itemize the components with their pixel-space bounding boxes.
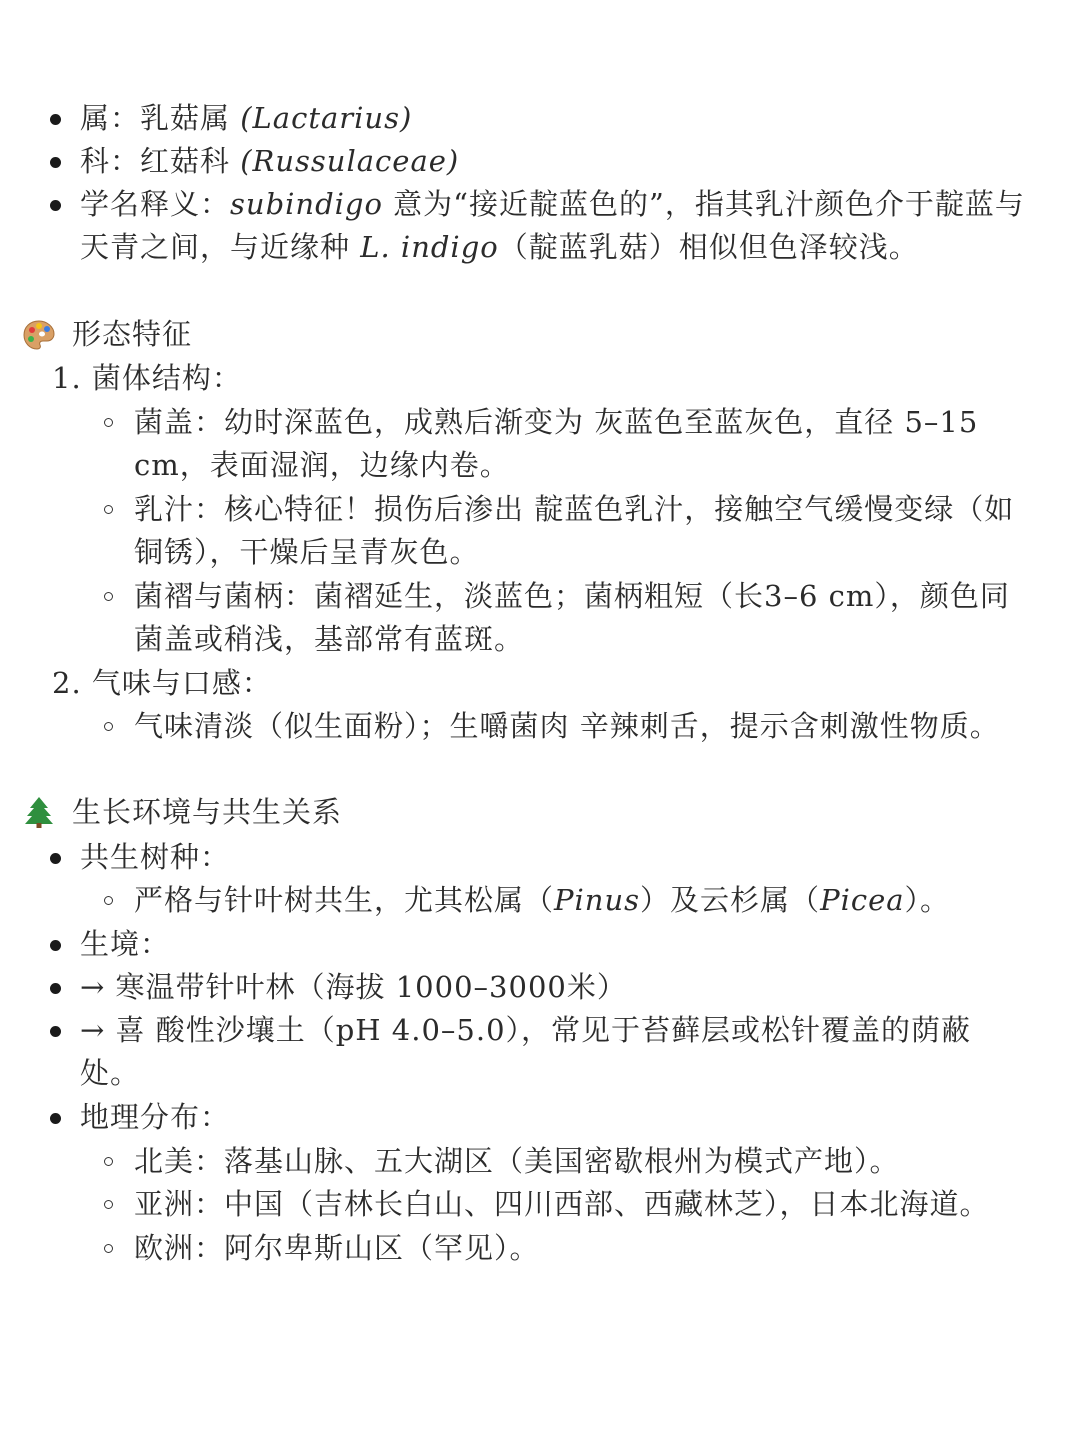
related-species-latin: L. indigo [360, 230, 499, 264]
bullet [50, 1113, 61, 1124]
symbiosis-text: ）及云杉属（ [640, 883, 821, 917]
sub-bullet [104, 1157, 113, 1166]
cap-line-1: 菌盖：幼时深蓝色，成熟后渐变为 灰蓝色至蓝灰色，直径 5–15 [134, 405, 979, 439]
symbiosis-line [134, 879, 950, 922]
bullet [50, 940, 61, 951]
geography-label: 地理分布： [80, 1100, 231, 1134]
environment-line-2: → 喜 酸性沙壤土（pH 4.0–5.0），常见于苔藓层或松针覆盖的荫蔽 [80, 1013, 972, 1047]
geo-north-america: 北美：落基山脉、五大湖区（美国密歇根州为模式产地）。 [134, 1144, 900, 1178]
environment-line-2-cont: 处。 [80, 1056, 141, 1090]
family-latin: (Russulaceae) [240, 144, 460, 178]
gill-line-1: 菌褶与菌柄：菌褶延生，淡蓝色；菌柄粗短（长3–6 cm），颜色同 [134, 579, 1010, 613]
family-line [80, 140, 459, 183]
latex-line-1: 乳汁：核心特征！损伤后渗出 靛蓝色乳汁，接触空气缓慢变绿（如 [134, 492, 1015, 526]
etymology-label: 学名释义： [80, 187, 231, 221]
etymology-text: （靛蓝乳菇）相似但色泽较浅。 [498, 230, 919, 264]
genus-label: 属：乳菇属 [80, 101, 241, 135]
etymology-line-1 [80, 183, 1025, 226]
symbiosis-text: 严格与针叶树共生，尤其松属（ [134, 883, 555, 917]
sub-bullet [104, 896, 113, 905]
cap-line-2: cm，表面湿润，边缘内卷。 [134, 448, 510, 482]
family-label: 科：红菇科 [80, 144, 241, 178]
symbiosis-label: 共生树种： [80, 840, 231, 874]
geo-asia: 亚洲：中国（吉林长白山、四川西部、西藏林芝），日本北海道。 [134, 1187, 990, 1221]
sub-bullet [104, 505, 113, 514]
sub-bullet [104, 722, 113, 731]
palette-icon [22, 318, 56, 352]
section-title-habitat: 生长环境与共生关系 [72, 795, 343, 829]
geo-europe: 欧洲：阿尔卑斯山区（罕见）。 [134, 1231, 540, 1265]
sub-bullet [104, 1200, 113, 1209]
genus-line [80, 97, 412, 140]
etymology-text: 天青之间，与近缘种 [80, 230, 361, 264]
etymology-line-2 [80, 226, 919, 269]
genus-latin: (Lactarius) [240, 101, 413, 135]
smell-line: 气味清淡（似生面粉）；生嚼菌肉 辛辣刺舌，提示含刺激性物质。 [134, 709, 1000, 743]
morph-item-2-label: 2. 气味与口感： [52, 666, 272, 700]
sub-bullet [104, 592, 113, 601]
environment-label: 生境： [80, 927, 171, 961]
bullet [50, 853, 61, 864]
tree-icon [22, 795, 56, 829]
bullet [50, 200, 61, 211]
bullet [50, 983, 61, 994]
gill-line-2: 菌盖或稍浅，基部常有蓝斑。 [134, 622, 525, 656]
morph-item-1-label: 1. 菌体结构： [52, 361, 242, 395]
latex-line-2: 铜锈），干燥后呈青灰色。 [134, 535, 480, 569]
etymology-latin: subindigo [230, 187, 383, 221]
sub-bullet [104, 418, 113, 427]
bullet [50, 157, 61, 168]
symbiosis-text: ）。 [904, 883, 951, 917]
section-title-morphology: 形态特征 [72, 317, 193, 351]
etymology-text: 意为“接近靛蓝色的”，指其乳汁颜色介于靛蓝与 [382, 187, 1025, 221]
bullet [50, 114, 61, 125]
pinus-latin: Pinus [554, 883, 641, 917]
bullet [50, 1026, 61, 1037]
picea-latin: Picea [820, 883, 905, 917]
sub-bullet [104, 1244, 113, 1253]
environment-line-1: → 寒温带针叶林（海拔 1000–3000米） [80, 970, 627, 1004]
